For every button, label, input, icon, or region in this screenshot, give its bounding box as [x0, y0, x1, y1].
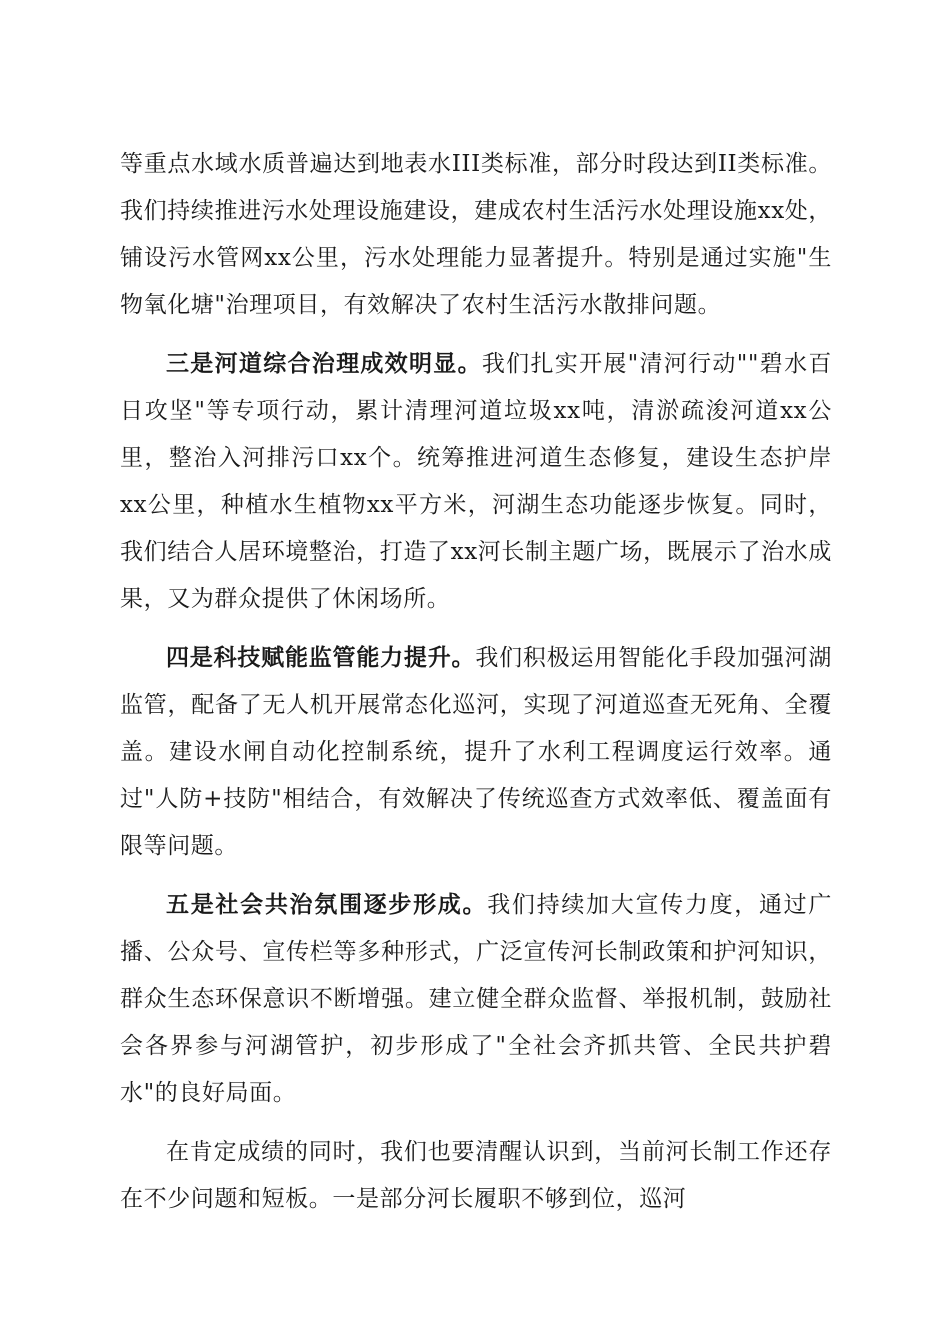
paragraph-text: 我们持续加大宣传力度，通过广播、公众号、宣传栏等多种形式，广泛宣传河长制政策和护河知识，群众生态环保意识不断增强。建立健全群众监督、举报机制，鼓励社会各界参与河湖管护，初步形成了"全社会齐抓共管、全民共护碧水"的良好局面。: [120, 892, 832, 1106]
paragraph-lead: 四是科技赋能监管能力提升。: [166, 644, 476, 671]
paragraph-text: 等重点水域水质普遍达到地表水III类标准，部分时段达到II类标准。我们持续推进污水处理设施建设，建成农村生活污水处理设施xx处，铺设污水管网xx公里，污水处理能力显著提升。特别是通过实施"生物氧化塘"治理项目，有效解决了农村生活污水散排问题。: [120, 151, 832, 318]
paragraph-water-quality: [120, 140, 832, 329]
document-body: [120, 140, 832, 1234]
paragraph-lead: 三是河道综合治理成效明显。: [166, 350, 482, 377]
paragraph-river-governance: [120, 340, 832, 623]
paragraph-problems: [120, 1128, 832, 1223]
paragraph-tech-supervision: [120, 634, 832, 870]
paragraph-lead: 五是社会共治氛围逐步形成。: [166, 891, 488, 918]
paragraph-social-governance: [120, 881, 832, 1117]
paragraph-text: 在肯定成绩的同时，我们也要清醒认识到，当前河长制工作还存在不少问题和短板。一是部分河长履职不够到位，巡河: [120, 1139, 832, 1212]
paragraph-text: 我们扎实开展"清河行动""碧水百日攻坚"等专项行动，累计清理河道垃圾xx吨，清淤疏浚河道xx公里，整治入河排污口xx个。统筹推进河道生态修复，建设生态护岸xx公里，种植水生植物xx平方米，河湖生态功能逐步恢复。同时，我们结合人居环境整治，打造了xx河长制主题广场，既展示了治水成果，又为群众提供了休闲场所。: [120, 351, 832, 612]
paragraph-text: 我们积极运用智能化手段加强河湖监管，配备了无人机开展常态化巡河，实现了河道巡查无死角、全覆盖。建设水闸自动化控制系统，提升了水利工程调度运行效率。通过"人防+技防"相结合，有效解决了传统巡查方式效率低、覆盖面有限等问题。: [120, 645, 833, 859]
